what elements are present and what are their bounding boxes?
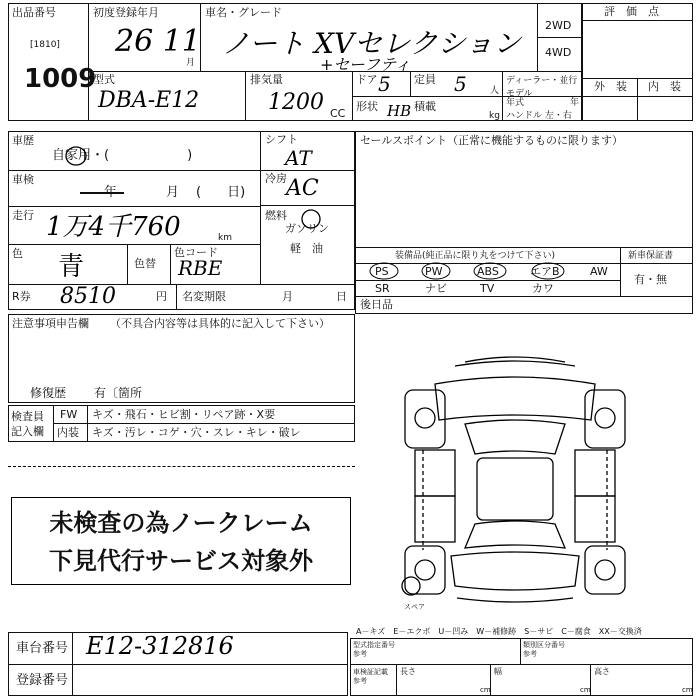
notes-sub: （不具合内容等は具体的に記入して下さい） [110,317,330,330]
name-change-label: 名変期限 [182,290,226,303]
length-unit: cm [480,686,491,694]
lot-number: 1009 [24,64,97,94]
type-value: DBA-E12 [98,88,200,113]
equip-leather[interactable]: カワ [532,282,554,295]
dashed-divider [8,466,355,467]
doors-label: ドア [356,73,378,86]
shift-value: AT [285,146,312,170]
inspector-label: 検査員 記入欄 [11,410,44,438]
first-reg-unit: 月 [186,58,196,68]
equip-pw[interactable]: PW [425,265,443,278]
name-change-day: 日 [336,290,347,303]
history-value: 自家用・( ) [52,148,193,163]
sales-point-label: セールスポイント（正常に機能するものに限ります） [360,134,624,147]
after-day-label: 後日品 [360,298,393,311]
lot-label: 出品番号 [12,6,56,19]
equip-sr[interactable]: SR [375,282,390,295]
equipment-label: 装備品(純正品に限り丸をつけて下さい) [395,251,556,261]
stamp-line-1: 未検査の為ノークレーム [49,509,313,537]
color-label: 色 [12,247,23,260]
name-change-month: 月 [282,290,293,303]
recycle-value: 8510 [60,284,116,309]
mileage-unit: km [218,233,232,243]
displacement-label: 排気量 [250,73,283,86]
fuel-diesel[interactable]: 軽 油 [290,242,323,255]
car-diagram [395,350,635,610]
recycle-label: R券 [12,290,31,303]
shape-value: HB [387,102,412,120]
size-label: 車検証記載 参考 [353,668,388,685]
capacity-unit: 人 [490,86,500,96]
capacity-label: 定員 [414,73,436,86]
chassis-label: 車台番号 [16,641,69,656]
reg-label: 登録番号 [16,673,69,688]
equip-ps[interactable]: PS [375,265,389,278]
inspection-month: 月 [166,185,180,200]
interior-insp-label: 内装 [57,426,79,439]
recycle-unit: 円 [156,290,167,303]
displacement-unit: CC [330,107,346,120]
repair-label: 修復歴 [30,386,67,400]
equip-tv[interactable]: TV [480,282,495,295]
displacement-value: 1200 [268,90,324,115]
drive-2wd[interactable]: 2WD [545,19,572,32]
handle-label: ハンドル 左・右 [506,111,572,121]
model-year-unit: 年 [570,98,580,108]
color-value: 青 [58,252,85,282]
designation-label: 型式指定番号 参考 [353,641,395,658]
inspection-year: 年 [104,185,118,200]
lot-prefix: [1810] [30,40,60,50]
first-reg-label: 初度登録年月 [93,6,159,19]
fw-label: FW [60,408,78,421]
interior-insp-text: キズ・汚レ・コゲ・穴・スレ・キレ・破レ [92,426,301,439]
damage-legend: A－キズ E－エクボ U－凹み W－補修跡 S－サビ C－腐食 XX－交換済 [356,627,642,636]
stamp-line-2: 下見代行サービス対象外 [49,547,313,575]
color-change-label: 色替 [134,257,156,270]
spare-label: スペア [404,603,425,611]
warranty-value[interactable]: 有・無 [634,273,667,286]
height-label: 高さ [594,667,610,676]
inspection-day: ( 日) [196,185,246,200]
load-unit: kg [489,111,500,121]
load-label: 積載 [414,100,436,113]
history-circle-mark [64,144,88,168]
fuel-gasoline[interactable]: ガソリン [285,222,329,235]
drive-4wd[interactable]: 4WD [545,46,572,59]
shift-label: シフト [265,133,298,146]
notes-label: 注意事項申告欄 [12,317,89,330]
first-reg-value: 26 11 [115,24,201,59]
mileage-value: 1万4千760 [46,212,181,242]
color-code-label: 色コード [174,246,218,259]
no-claim-stamp [11,497,351,585]
capacity-value: 5 [454,72,467,96]
model-label: 車名・グレード [205,6,282,19]
repair-value: 有〔箇所 [94,386,143,400]
grade-label: 評 価 点 [604,5,659,18]
mileage-label: 走行 [12,209,34,222]
equip-airbag[interactable]: エアB [530,265,560,278]
ac-label: 冷房 [265,172,287,185]
height-unit: cm [682,686,693,694]
type-label: 型式 [93,73,115,86]
equip-abs[interactable]: ABS [477,265,499,278]
width-unit: cm [580,686,591,694]
equip-aw[interactable]: AW [590,265,608,278]
history-label: 車歴 [12,134,34,147]
category-label: 類別区分番号 参考 [523,641,565,658]
equipment-circle-marks [360,258,580,300]
shape-label: 形状 [356,100,378,113]
color-code-value: RBE [178,256,223,280]
dealer-label: ディーラー・並行 [506,76,578,86]
model-value: ノート XVセレクション [222,27,522,60]
length-label: 長さ [400,667,416,676]
exterior-label: 外 装 [594,80,627,93]
equip-navi[interactable]: ナビ [425,282,447,295]
fuel-circle-mark [300,208,322,230]
ac-value: AC [286,176,319,201]
interior-label: 内 装 [648,80,681,93]
inspection-strike [80,192,124,194]
chassis-value: E12-312816 [86,632,234,660]
model-year-label: モデル 年式 [506,89,533,108]
fuel-label: 燃料 [265,209,287,222]
inspection-label: 車検 [12,173,34,186]
doors-value: 5 [378,72,391,96]
model-value-2: +セーフティ [320,55,411,74]
warranty-label: 新車保証書 [628,251,674,261]
fw-text: キズ・飛石・ヒビ割・リペア跡・X要 [92,408,276,421]
width-label: 幅 [494,667,502,676]
